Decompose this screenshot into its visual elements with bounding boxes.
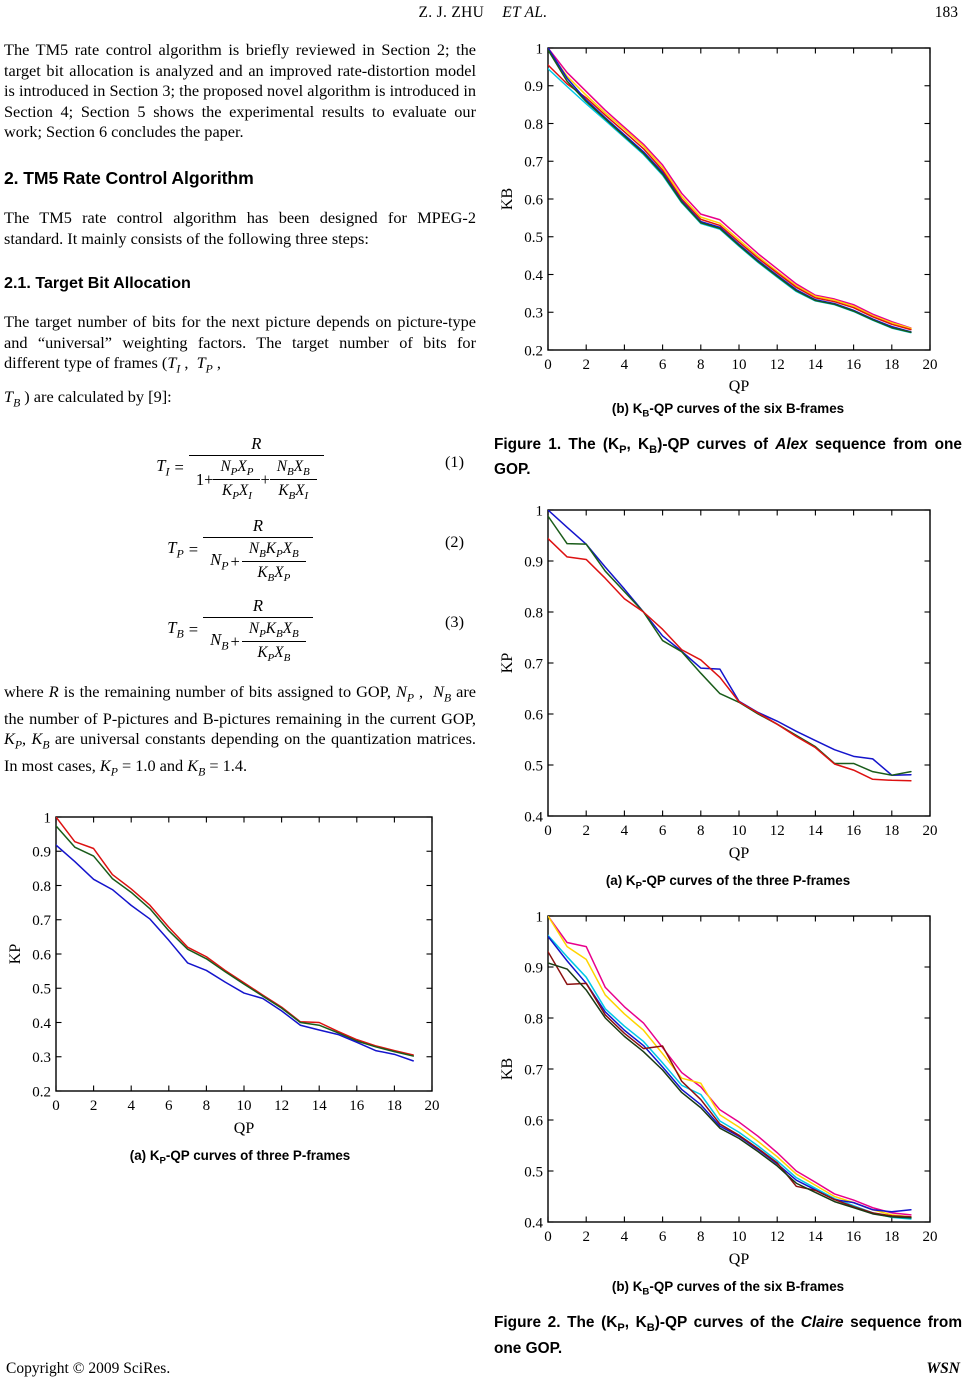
svg-text:16: 16 [349,1098,365,1115]
svg-text:0.7: 0.7 [524,1062,543,1079]
svg-text:12: 12 [769,1229,785,1246]
eq2-den-frac [242,540,306,584]
svg-text:4: 4 [127,1098,135,1115]
svg-text:0.9: 0.9 [524,554,543,570]
svg-text:16: 16 [846,822,862,839]
svg-text:16: 16 [846,357,862,373]
svg-text:0.4: 0.4 [32,1015,51,1032]
svg-text:6: 6 [658,357,667,373]
math-NB: $N_B$ [433,682,452,705]
svg-text:0.9: 0.9 [524,960,543,977]
chart-fig2a [494,496,962,868]
subsection-heading-2-1: 2.1. Target Bit Allocation [4,274,191,293]
eq2-denominator [203,538,313,584]
svg-text:KP: KP [7,943,24,965]
svg-text:18: 18 [884,1229,900,1246]
figure-2a-block [494,496,962,895]
page-footer [6,1360,960,1378]
eq1-equals: = [174,458,184,478]
math-TP: $T_P$ [196,353,213,376]
svg-text:10: 10 [731,822,747,839]
svg-text:0.3: 0.3 [524,305,543,322]
equation-1-body [156,434,324,502]
svg-text:2: 2 [582,822,590,839]
target-bit-text-1: The target number of bits for the next picture depends on picture-type and “universal” weighting factors. The target number of bits for different type of frames ( [4,312,476,373]
eq3-numerator: R [252,595,263,615]
math-KP-value: $K_P$ [99,756,118,779]
svg-text:2: 2 [89,1098,98,1115]
svg-text:8: 8 [697,1229,705,1246]
math-KP: $K_P$ [4,729,23,752]
eq3-fraction [203,596,313,664]
eq3-denominator [203,618,313,664]
svg-text:6: 6 [658,822,667,839]
svg-text:14: 14 [807,822,823,839]
svg-text:20: 20 [922,357,938,373]
svg-text:0.5: 0.5 [32,981,51,998]
svg-text:0: 0 [544,1229,552,1246]
svg-text:18: 18 [884,357,900,373]
svg-text:QP: QP [728,378,750,395]
svg-text:0.4: 0.4 [524,1215,543,1232]
equation-2-body [167,516,312,584]
figure-1-caption: Figure 1. The ($K_P$, $K_B)-QP$ curves of Alex sequence from one GOP. [494,435,962,479]
eq3-den-operator: + [230,632,240,652]
equation-2-number: (2) [445,532,464,552]
eq3-den-lead: $N_B$ [210,630,229,653]
svg-text:QP: QP [728,844,750,862]
figure-left-kp-qp [4,803,476,1170]
eq3-equals: = [188,620,199,640]
equation-3-body [167,596,312,664]
svg-text:0.6: 0.6 [32,947,51,964]
svg-text:1: 1 [535,909,543,926]
math-NP: $N_P$ [395,682,414,705]
svg-text:14: 14 [807,1229,823,1246]
eq1-den-frac-2 [270,458,317,502]
eq1-denominator [189,456,324,502]
target-bit-paragraph: The target number of bits for the next picture depends on picture-type and “universal” weighting factors. The target number of bits for different type of frames ($T_I$ , $T_P$ , [4,312,476,376]
math-KB-value: $K_B$ [187,756,206,779]
svg-text:0.2: 0.2 [524,343,543,360]
eq1-den-frac-2-den: $K_BX_I$ [278,482,309,503]
svg-text:0.8: 0.8 [524,1011,543,1028]
svg-text:1: 1 [535,503,543,519]
svg-text:0.8: 0.8 [524,116,543,133]
right-column [494,34,962,1358]
eq3-den-frac-den: $K_PX_B$ [257,644,291,665]
chart-fig2b-svg [494,902,954,1274]
svg-text:0.5: 0.5 [524,230,543,246]
page-number: 183 [934,4,958,21]
svg-text:KB: KB [499,1058,516,1081]
svg-text:0.6: 0.6 [524,192,543,209]
eq1-numerator: R [251,433,262,453]
svg-text:4: 4 [620,822,629,839]
equation-1 [4,426,476,510]
running-head [0,4,966,26]
where-text-5: = 1.0 and [117,756,188,776]
svg-text:0.7: 0.7 [524,154,543,171]
svg-text:0.4: 0.4 [524,809,543,825]
svg-text:8: 8 [697,822,705,839]
eq2-numerator: R [252,515,263,535]
where-text-3: are the number of P-pictures and B-pictures remaining in the current GOP, [4,682,477,728]
chart-left-a-svg [4,803,454,1143]
where-text-6: = 1.4. [205,756,248,776]
svg-text:1: 1 [535,41,543,58]
svg-text:14: 14 [807,357,823,373]
eq1-den-frac-2-num: $N_BX_B$ [276,457,310,479]
svg-text:8: 8 [202,1098,211,1115]
svg-text:0.6: 0.6 [524,1113,543,1130]
svg-text:0.6: 0.6 [524,707,543,723]
math-R: R [48,682,59,702]
svg-text:10: 10 [731,1229,747,1246]
chart-fig1b-svg [494,34,954,396]
eq1-den-frac-1-num: $N_PX_P$ [220,457,254,479]
math-KB: $K_B$ [31,729,50,752]
copyright-notice: Copyright © 2009 SciRes. [6,1360,171,1377]
figure-2-subcaption-a: (a) $K_P-QP$ curves of the three P-frames [605,872,851,892]
svg-text:2: 2 [582,1229,590,1246]
svg-text:6: 6 [165,1098,173,1115]
where-paragraph: where R is the remaining number of bits assigned to GOP, $N_P$ , $N_B$ are the number of P-pictures and B-pictures remaining in the current GOP, $K_P$, $K_B$ are universal constants depending on the quantization matrices. In most cases, $K_P = 1.0$ and $K_B = 1.4$. [4,682,477,779]
chart-fig2a-svg [494,496,954,868]
math-TI: $T_I$ [167,353,181,376]
svg-text:4: 4 [620,357,629,373]
svg-text:0.8: 0.8 [32,878,51,895]
equation-2 [4,510,476,590]
equation-1-number: (1) [445,452,464,472]
chart-left-a [4,803,476,1143]
section-heading-2: 2. TM5 Rate Control Algorithm [4,167,254,188]
svg-text:16: 16 [846,1229,862,1246]
svg-text:12: 12 [769,822,785,839]
eq2-den-operator: + [230,552,240,572]
math-TB: $T_B$ [4,387,21,410]
svg-text:20: 20 [922,1229,938,1246]
svg-text:6: 6 [658,1229,667,1246]
svg-text:0.9: 0.9 [524,79,543,95]
svg-text:KP: KP [499,652,516,673]
equation-3-number: (3) [445,612,464,632]
svg-text:0: 0 [52,1098,60,1115]
svg-text:14: 14 [311,1098,327,1115]
svg-text:0.5: 0.5 [524,758,543,774]
chart-fig1b [494,34,962,396]
running-head-etal: ET AL. [502,4,548,21]
eq2-den-frac-num: $N_BK_PX_B$ [248,539,299,561]
svg-text:20: 20 [424,1098,440,1115]
svg-text:8: 8 [697,357,705,373]
eq2-den-lead: $N_P$ [210,550,229,573]
svg-text:QP: QP [233,1120,255,1138]
target-bit-text-2: ) are calculated by [9]: [20,387,172,407]
eq2-den-frac-den: $K_BX_P$ [257,564,291,585]
svg-text:QP: QP [728,1251,750,1269]
intro-paragraph: The TM5 rate control algorithm is briefly reviewed in Section 2; the target bit allocation is analyzed and an improved rate-distortion model is introduced in Section 3; the proposed novel algorithm is introduced in Section 4; Section 5 shows the experimental results to evaluate our work; Section 6 concludes the paper. [4,40,476,142]
svg-text:0.5: 0.5 [524,1164,543,1181]
svg-text:18: 18 [884,822,900,839]
figure-left-subcaption-a: (a) $K_P-QP$ curves of three P-frames [129,1148,351,1167]
svg-text:0.8: 0.8 [524,605,543,621]
eq2-fraction [203,516,313,584]
svg-text:10: 10 [236,1098,252,1115]
svg-text:2: 2 [582,357,590,373]
svg-text:18: 18 [386,1098,402,1115]
chart-fig2b [494,902,962,1274]
svg-text:12: 12 [274,1098,290,1115]
svg-text:KB: KB [499,187,516,211]
equation-3 [4,590,476,670]
svg-text:0.9: 0.9 [32,844,51,861]
svg-text:0.3: 0.3 [32,1050,51,1067]
figure-1-block [494,34,962,480]
eq3-den-frac [242,620,306,664]
svg-text:0.4: 0.4 [524,267,543,284]
journal-abbreviation: WSN [926,1360,960,1377]
eq2-equals: = [188,540,199,560]
svg-text:0.7: 0.7 [32,913,51,930]
svg-text:4: 4 [620,1229,629,1246]
where-text-4: are universal constants depending on the quantization matrices. In most cases, [4,729,476,776]
left-column [4,40,476,1170]
section-2-paragraph: The TM5 rate control algorithm has been designed for MPEG-2 standard. It mainly consists of the following three steps: [4,207,476,248]
figure-2-caption: Figure 2. The ($K_P$, $K_B)-QP$ curves of the Claire sequence from one GOP. [494,1314,963,1357]
svg-text:10: 10 [731,357,747,373]
svg-text:1: 1 [43,810,51,827]
target-bit-paragraph-cont [4,387,476,414]
figure-1-subcaption-b: (b) $K_B-QP$ curves of the six B-frames [611,401,845,420]
eq1-den-frac-1-den: $K_PX_I$ [222,482,252,503]
svg-text:12: 12 [769,357,785,373]
figure-2b-block [494,902,962,1358]
svg-text:0.2: 0.2 [32,1084,51,1101]
svg-text:20: 20 [922,822,938,839]
eq3-lhs: $T_B$ [167,618,184,641]
svg-text:0.7: 0.7 [524,656,543,672]
eq1-den-operator: + [260,470,270,490]
svg-text:0: 0 [544,357,552,373]
figure-2-subcaption-b: (b) $K_B-QP$ curves of the six B-frames [611,1279,845,1299]
svg-text:0: 0 [544,822,552,839]
eq2-lhs: $T_P$ [167,538,184,561]
eq1-fraction [189,434,324,502]
eq1-den-lead: 1+ [195,470,214,490]
where-text-2: is the remaining number of bits assigned to GOP, [58,682,396,702]
eq1-lhs: $T_I$ [156,456,170,479]
running-head-author-names: Z. J. ZHU [418,4,485,21]
eq3-den-frac-num: $N_PK_BX_B$ [248,619,299,641]
running-head-authors [0,4,966,22]
where-text-1: where [4,682,49,702]
eq1-den-frac-1 [213,458,260,502]
